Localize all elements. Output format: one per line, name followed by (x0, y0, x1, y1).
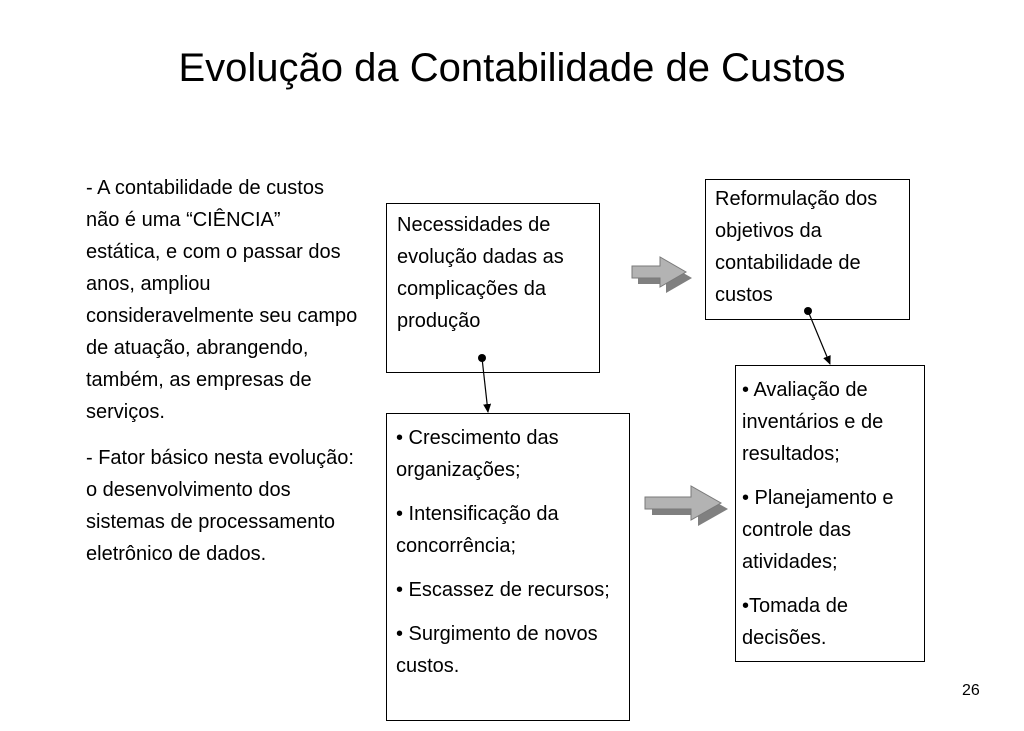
list-item: • Intensificação da concorrência; (396, 503, 559, 557)
page-number: 26 (962, 682, 980, 699)
block-arrow-right-icon (645, 486, 728, 526)
intro-paragraph-2: - Fator básico nesta evolução: o desenvolvimento dos sistemas de processamento eletrônico de dados. (86, 447, 354, 565)
list-item: • Escassez de recursos; (396, 579, 610, 601)
list-item: • Planejamento e controle das atividades; (742, 487, 894, 573)
box-reformulacao-text: Reformulação dos objetivos da contabilidade de custos (715, 188, 878, 306)
list-item: • Crescimento das organizações; (396, 427, 559, 481)
list-item: •Tomada de decisões. (742, 595, 848, 649)
block-arrow-right-icon (632, 257, 692, 293)
connector-necessidades-crescimento (478, 354, 488, 412)
intro-paragraph-1: - A contabilidade de custos não é uma “CIÊNCIA” estática, e com o passar dos anos, ampliou consideravelmente seu campo de atuação, abrangendo, também, as empresas de serviços. (86, 177, 358, 423)
box-necessidades-text: Necessidades de evolução dadas as complicações da produção (397, 214, 564, 332)
slide-title: Evolução da Contabilidade de Custos (178, 46, 846, 90)
connector-reformulacao-avaliacao (804, 307, 830, 364)
list-item: • Surgimento de novos custos. (396, 623, 598, 677)
list-item: • Avaliação de inventários e de resultados; (742, 379, 884, 465)
